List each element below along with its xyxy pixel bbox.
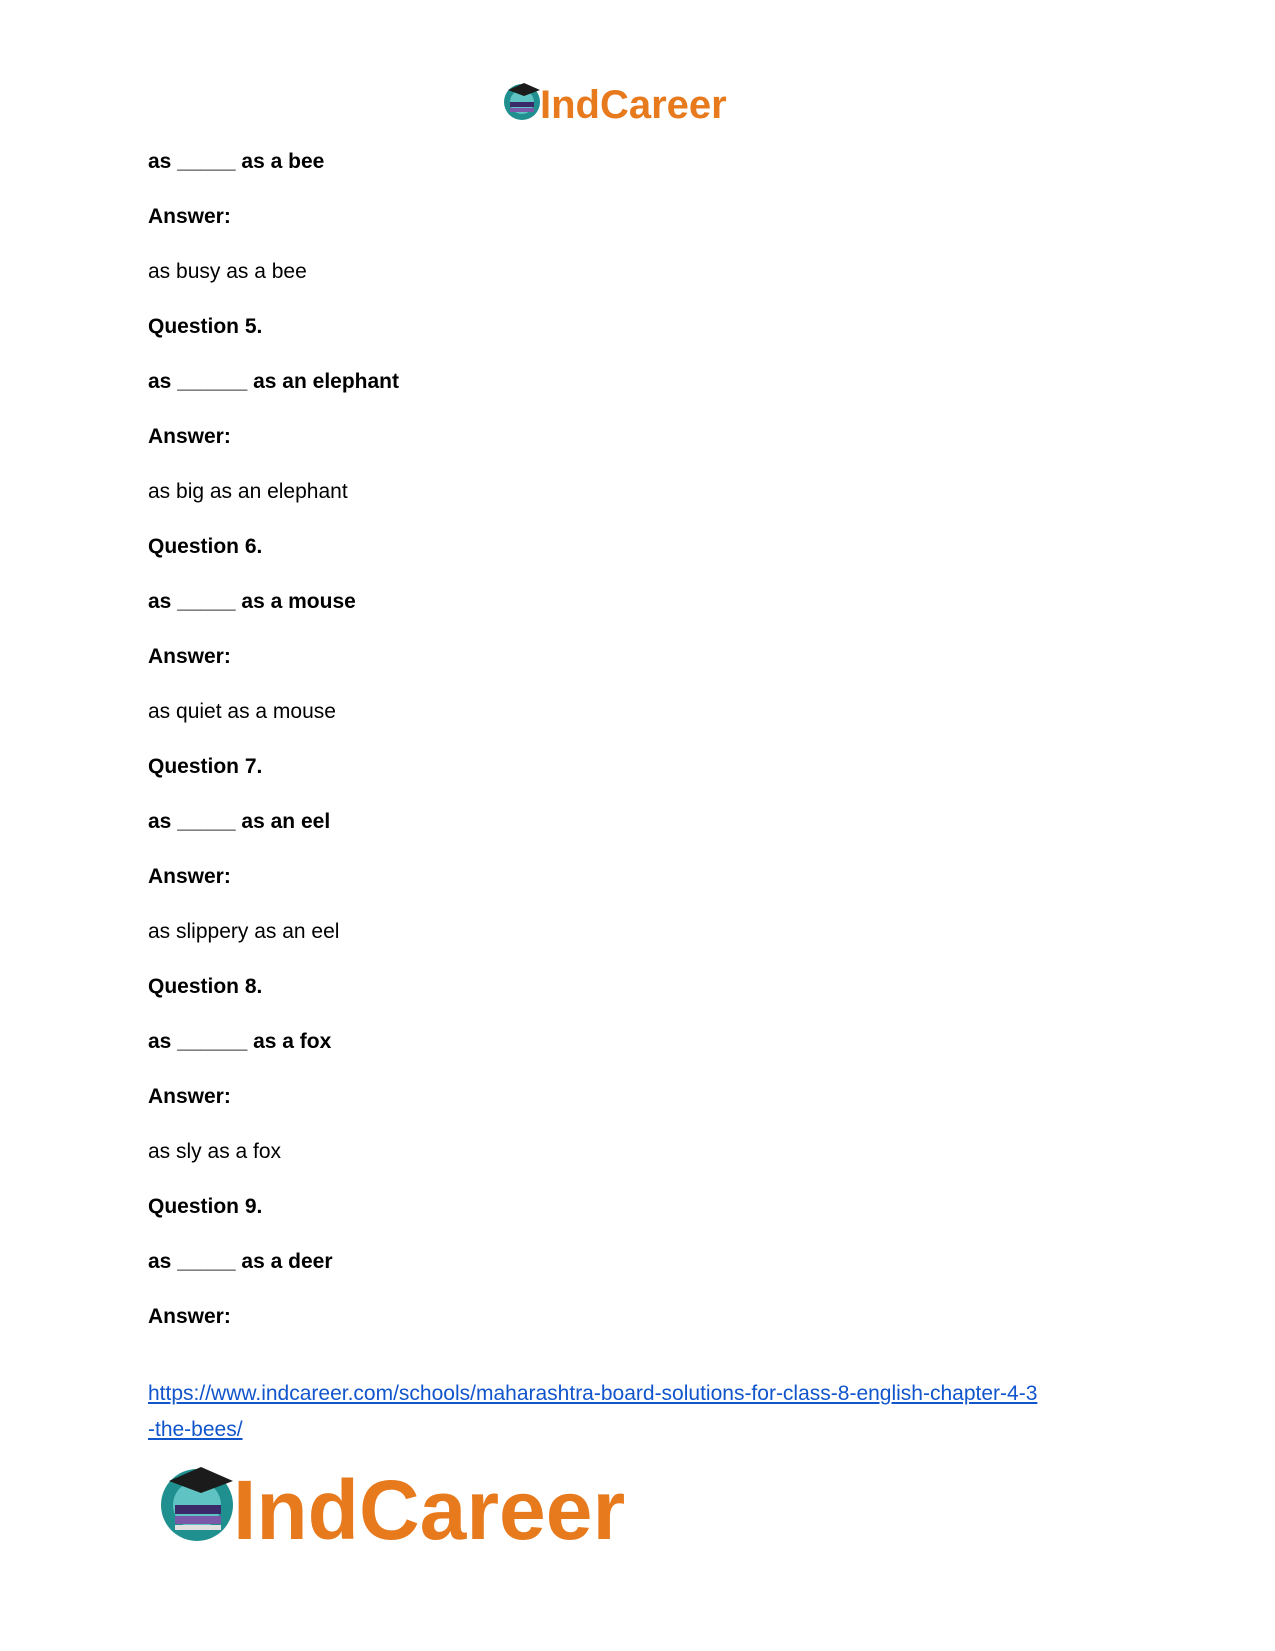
question-prompt: as _____ as an eel <box>148 810 331 833</box>
indcareer-logo-icon <box>155 1455 705 1555</box>
answer-text: as sly as a fox <box>148 1140 282 1163</box>
answer-label: Answer: <box>148 1305 231 1328</box>
answer-text: as slippery as an eel <box>148 920 340 943</box>
question-number: Question 6. <box>148 535 263 558</box>
answer-label: Answer: <box>148 425 231 448</box>
answer-text: as quiet as a mouse <box>148 700 336 723</box>
source-link[interactable] <box>148 1376 1128 1448</box>
answer-label: Answer: <box>148 865 231 888</box>
header-logo <box>500 76 780 128</box>
question-number: Question 7. <box>148 755 263 778</box>
question-prompt: as ______ as an elephant <box>148 370 399 393</box>
question-number: Question 8. <box>148 975 263 998</box>
indcareer-logo-icon <box>500 76 780 128</box>
question-number: Question 5. <box>148 315 263 338</box>
answer-label: Answer: <box>148 205 231 228</box>
question-prompt: as _____ as a deer <box>148 1250 333 1273</box>
header-logo-text: IndCareer <box>540 83 727 127</box>
question-number: Question 9. <box>148 1195 263 1218</box>
source-link-line-1[interactable]: https://www.indcareer.com/schools/maharashtra-board-solutions-for-class-8-english-chapter-4-3 <box>148 1382 1038 1405</box>
answer-label: Answer: <box>148 645 231 668</box>
footer-logo-text: IndCareer <box>233 1463 626 1555</box>
answer-text: as big as an elephant <box>148 480 348 503</box>
footer-logo <box>155 1455 705 1555</box>
document-body <box>148 140 1128 1350</box>
question-prompt: as _____ as a bee <box>148 150 325 173</box>
question-prompt: as _____ as a mouse <box>148 590 356 613</box>
source-link-line-2[interactable]: -the-bees/ <box>148 1418 243 1441</box>
answer-label: Answer: <box>148 1085 231 1108</box>
answer-text: as busy as a bee <box>148 260 307 283</box>
question-prompt: as ______ as a fox <box>148 1030 332 1053</box>
